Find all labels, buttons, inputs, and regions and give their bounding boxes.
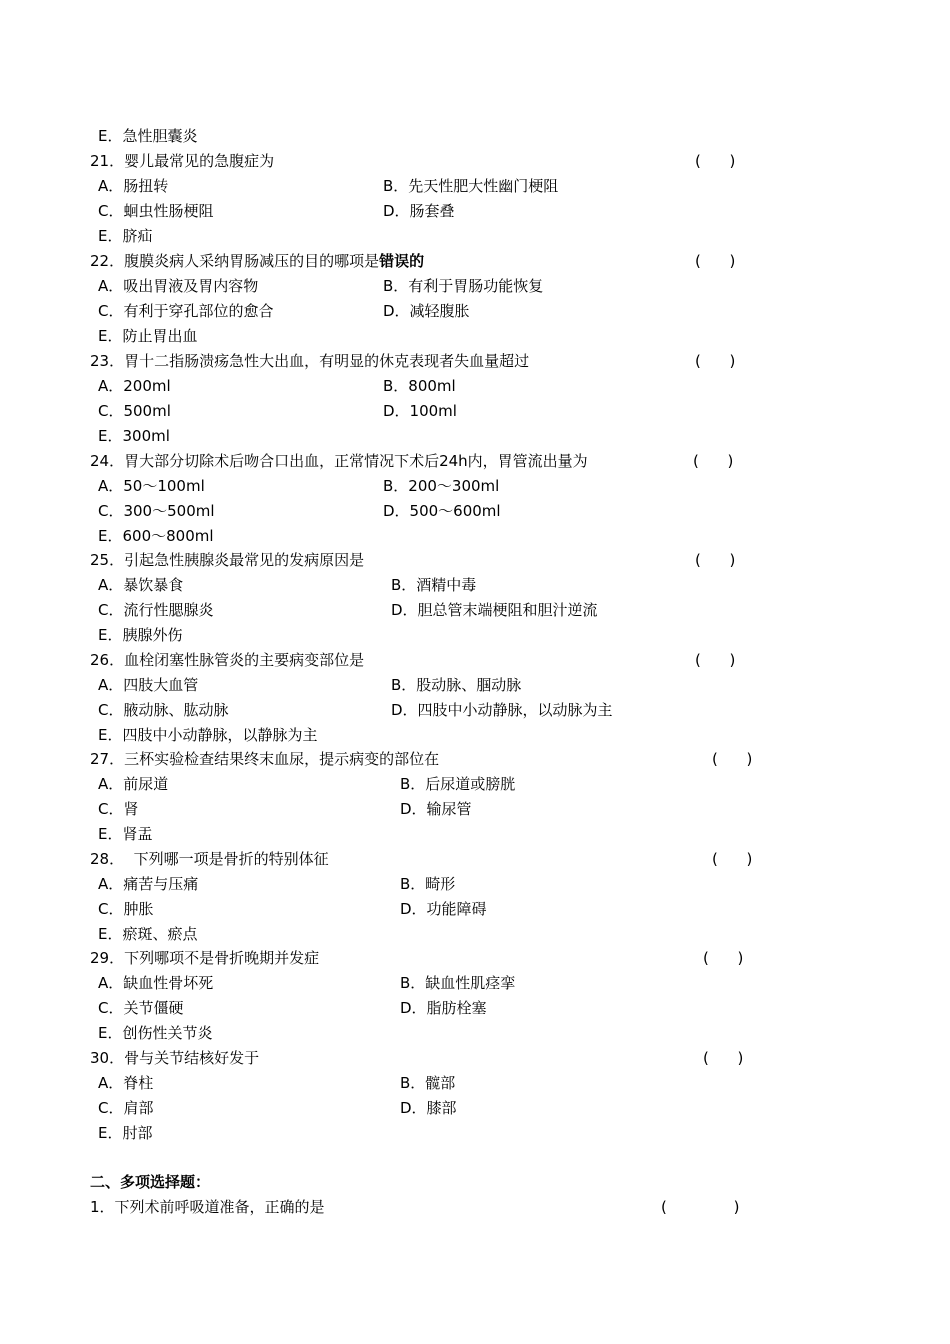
q28-option-c: C．肿胀 — [98, 900, 154, 918]
q30-option-a: A．脊柱 — [98, 1074, 154, 1092]
q22-option-e: E．防止胃出血 — [98, 327, 198, 345]
multi-q1-stem: 1．下列术前呼吸道准备，正确的是 — [90, 1198, 325, 1216]
q22-stem-text: 22．腹膜炎病人采纳胃肠减压的目的哪项是 — [90, 252, 380, 270]
q21-option-e: E．脐疝 — [98, 227, 153, 245]
q25-option-c: C．流行性腮腺炎 — [98, 601, 214, 619]
multi-q1-answer-paren: ( ) — [661, 1198, 740, 1216]
q30-option-b: B．髋部 — [400, 1074, 456, 1092]
q22-option-c: C．有利于穿孔部位的愈合 — [98, 302, 274, 320]
q27-option-a: A．前尿道 — [98, 775, 169, 793]
q26-answer-paren: ( ) — [695, 651, 736, 669]
q28-option-b: B．畸形 — [400, 875, 456, 893]
q27-answer-paren: ( ) — [712, 750, 753, 768]
q29-option-d: D．脂肪栓塞 — [400, 999, 487, 1017]
q28-option-d: D．功能障碍 — [400, 900, 487, 918]
q22-stem — [90, 250, 424, 272]
q20-option-e: E．急性胆囊炎 — [98, 127, 198, 145]
q25-option-e: E．胰腺外伤 — [98, 626, 183, 644]
q24-option-a: A．50～100ml — [98, 477, 205, 495]
q26-option-a: A．四肢大血管 — [98, 676, 199, 694]
q30-option-e: E．肘部 — [98, 1124, 153, 1142]
q21-option-d: D．肠套叠 — [383, 202, 455, 220]
q29-answer-paren: ( ) — [703, 949, 744, 967]
q30-stem: 30．骨与关节结核好发于 — [90, 1049, 260, 1067]
q28-stem: 28． 下列哪一项是骨折的特别体征 — [90, 850, 329, 868]
q29-stem: 29．下列哪项不是骨折晚期并发症 — [90, 949, 320, 967]
q30-option-d: D．膝部 — [400, 1099, 457, 1117]
q29-option-e: E．创伤性关节炎 — [98, 1024, 213, 1042]
q22-answer-paren: ( ) — [695, 252, 736, 270]
q24-option-c: C．300～500ml — [98, 502, 215, 520]
q26-option-c: C．腋动脉、肱动脉 — [98, 701, 229, 719]
q23-option-e: E．300ml — [98, 427, 170, 445]
q29-option-c: C．关节僵硬 — [98, 999, 184, 1017]
q29-option-b: B．缺血性肌痉挛 — [400, 974, 516, 992]
q24-answer-paren: ( ) — [693, 452, 734, 470]
q25-option-b: B．酒精中毒 — [391, 576, 477, 594]
q25-answer-paren: ( ) — [695, 551, 736, 569]
q27-option-c: C．肾 — [98, 800, 139, 818]
q23-option-a: A．200ml — [98, 377, 171, 395]
section-heading: 二、多项选择题： — [90, 1173, 211, 1191]
q25-option-a: A．暴饮暴食 — [98, 576, 184, 594]
q30-answer-paren: ( ) — [703, 1049, 744, 1067]
q24-stem: 24．胃大部分切除术后吻合口出血，正常情况下术后24h内，胃管流出量为 — [90, 452, 588, 470]
q23-option-c: C．500ml — [98, 402, 171, 420]
q22-stem-emphasis: 错误的 — [379, 252, 425, 270]
q24-option-b: B．200～300ml — [383, 477, 500, 495]
q24-option-d: D．500～600ml — [383, 502, 501, 520]
q28-answer-paren: ( ) — [712, 850, 753, 868]
q25-option-d: D．胆总管末端梗阻和胆汁逆流 — [391, 601, 598, 619]
q21-option-b: B．先天性肥大性幽门梗阻 — [383, 177, 559, 195]
q28-option-a: A．痛苦与压痛 — [98, 875, 199, 893]
q21-answer-paren: ( ) — [695, 152, 736, 170]
q21-option-a: A．肠扭转 — [98, 177, 169, 195]
q25-stem: 25．引起急性胰腺炎最常见的发病原因是 — [90, 551, 365, 569]
q28-option-e: E．瘀斑、瘀点 — [98, 925, 198, 943]
q21-option-c: C．蛔虫性肠梗阻 — [98, 202, 214, 220]
q21-stem: 21．婴儿最常见的急腹症为 — [90, 152, 275, 170]
q30-option-c: C．肩部 — [98, 1099, 154, 1117]
q23-option-b: B．800ml — [383, 377, 456, 395]
q26-option-b: B．股动脉、腘动脉 — [391, 676, 522, 694]
q27-option-e: E．肾盂 — [98, 825, 153, 843]
q26-option-e: E．四肢中小动静脉，以静脉为主 — [98, 726, 318, 744]
q23-answer-paren: ( ) — [695, 352, 736, 370]
q27-option-d: D．输尿管 — [400, 800, 472, 818]
q22-option-a: A．吸出胃液及胃内容物 — [98, 277, 259, 295]
q23-stem: 23．胃十二指肠溃疡急性大出血，有明显的休克表现者失血量超过 — [90, 352, 530, 370]
q22-option-d: D．减轻腹胀 — [383, 302, 470, 320]
q22-option-b: B．有利于胃肠功能恢复 — [383, 277, 544, 295]
q26-stem: 26．血栓闭塞性脉管炎的主要病变部位是 — [90, 651, 365, 669]
q23-option-d: D．100ml — [383, 402, 457, 420]
q26-option-d: D．四肢中小动静脉，以动脉为主 — [391, 701, 613, 719]
q24-option-e: E．600～800ml — [98, 527, 214, 545]
q29-option-a: A．缺血性骨坏死 — [98, 974, 214, 992]
q27-stem: 27．三杯实验检查结果终末血尿，提示病变的部位在 — [90, 750, 440, 768]
q27-option-b: B．后尿道或膀胱 — [400, 775, 516, 793]
